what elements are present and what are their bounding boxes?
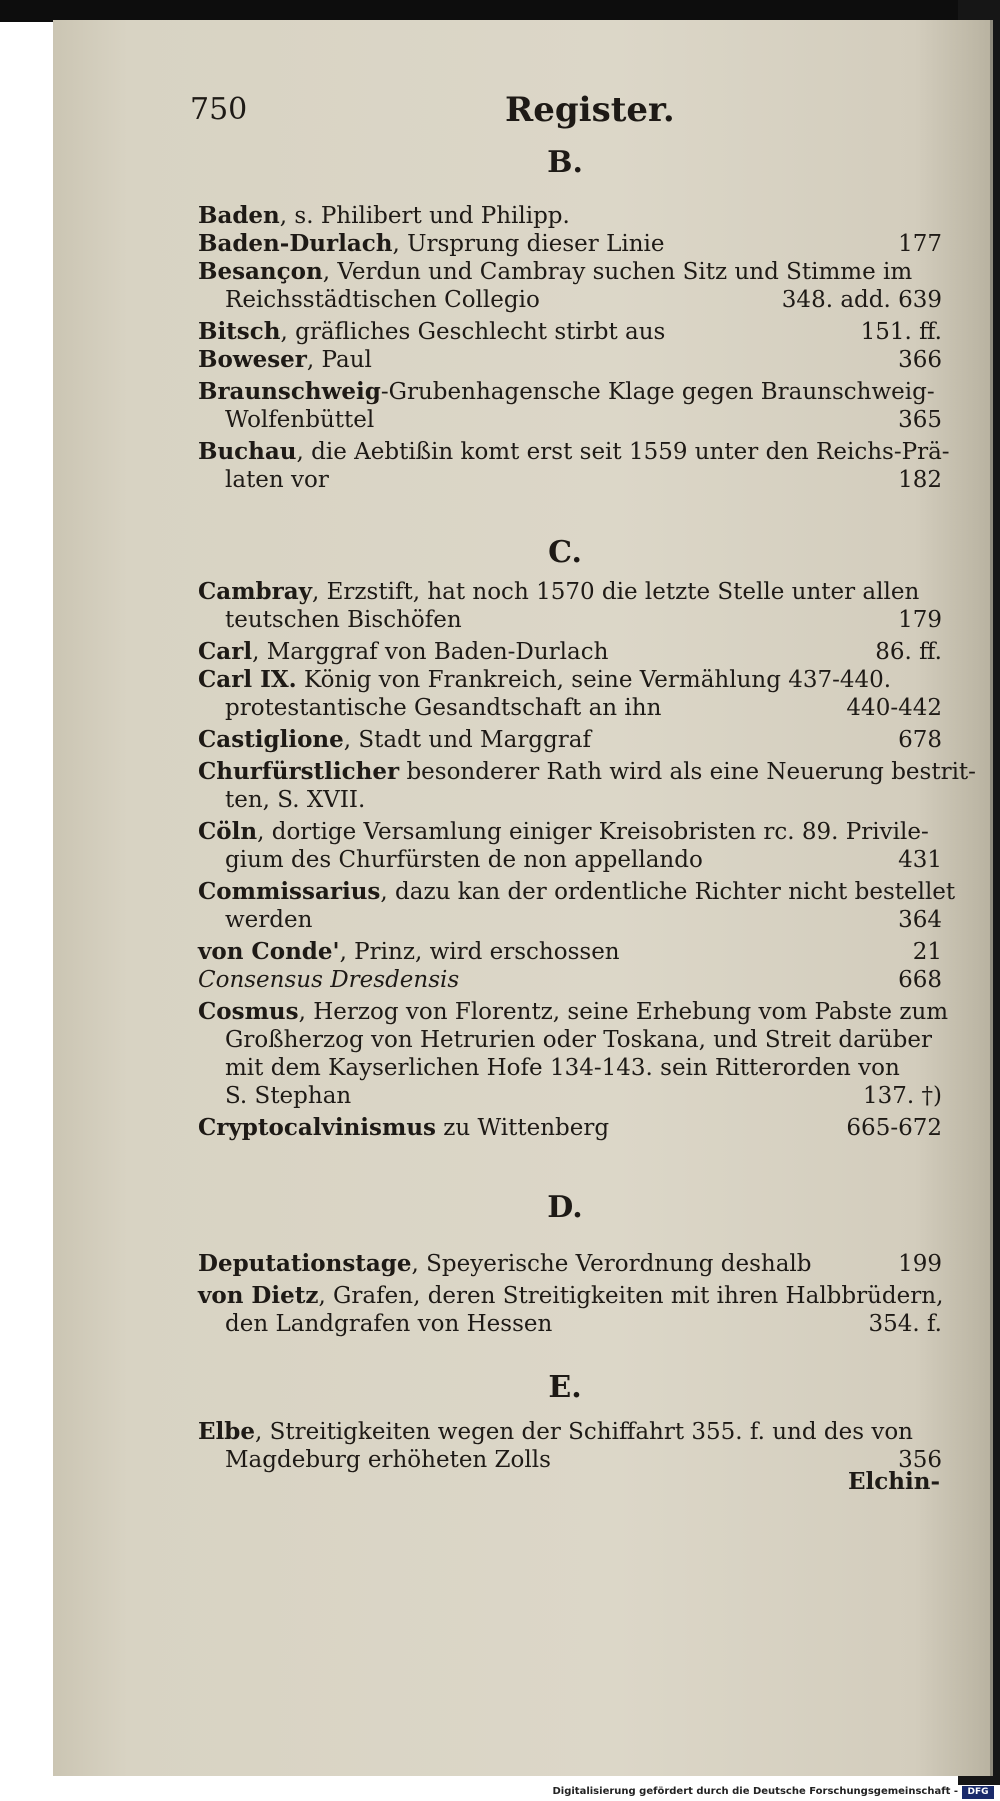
page-reference: 179	[898, 607, 942, 633]
register-entry-line	[198, 378, 935, 406]
page-reference: 665-672	[846, 1115, 942, 1141]
register-entry-line	[198, 726, 591, 754]
entry-text: ten, S. XVII.	[225, 787, 366, 813]
entry-heading: Baden	[198, 202, 280, 229]
register-entry-line	[198, 258, 912, 286]
register-entry-line	[198, 758, 976, 786]
entry-text: , Marggraf von Baden-Durlach	[252, 639, 609, 665]
page-reference: 440-442	[846, 695, 942, 721]
register-entry-line	[225, 1054, 900, 1082]
register-entry-line	[225, 466, 329, 494]
section-letter: E.	[548, 1370, 582, 1405]
catchword: Elchin-	[848, 1468, 940, 1495]
entry-text: , Ursprung dieser Linie	[392, 231, 665, 257]
entry-text: gium des Churfürsten de non appellando	[225, 847, 703, 873]
register-entry-line	[198, 202, 570, 230]
page-reference: 21	[912, 939, 942, 965]
register-entry-line	[198, 638, 608, 666]
entry-text: Großherzog von Hetrurien oder Toskana, und Streit darüber	[225, 1027, 933, 1053]
register-entry-line	[198, 666, 891, 694]
entry-text: , Verdun und Cambray suchen Sitz und Stimme im	[322, 259, 913, 285]
page-reference: 137. †)	[863, 1083, 942, 1109]
page-reference: 199	[898, 1251, 942, 1277]
register-entry-line	[198, 818, 929, 846]
entry-heading: Cryptocalvinismus	[198, 1114, 436, 1141]
register-entry-line	[198, 998, 948, 1026]
register-entry-line	[198, 438, 950, 466]
entry-text: zu Wittenberg	[436, 1115, 610, 1141]
page-reference: 364	[898, 907, 942, 933]
entry-text: mit dem Kayserlichen Hofe 134-143. sein Ritterorden von	[225, 1055, 900, 1081]
section-letter: B.	[547, 145, 583, 180]
entry-text: , Streitigkeiten wegen der Schiffahrt 355. f. und des von	[254, 1419, 913, 1445]
entry-text: , die Aebtißin komt erst seit 1559 unter den Reichs-Prä-	[296, 439, 950, 465]
register-entry-line	[198, 230, 665, 258]
entry-text: den Landgrafen von Hessen	[225, 1311, 553, 1337]
register-entry-line	[225, 1310, 552, 1338]
register-entry-line	[225, 286, 540, 314]
register-entry-line	[225, 1446, 551, 1474]
entry-text: , Paul	[306, 347, 372, 373]
page-reference: 431	[898, 847, 942, 873]
page-reference: 354. f.	[868, 1311, 942, 1337]
entry-heading: Baden-Durlach	[198, 230, 393, 257]
page-reference: 678	[898, 727, 942, 753]
entry-heading: Buchau	[198, 438, 297, 465]
entry-heading: Deputationstage	[198, 1250, 412, 1277]
entry-text: Wolfenbüttel	[225, 407, 375, 433]
digitization-credit: Digitalisierung gefördert durch die Deutsche Forschungsgemeinschaft -	[552, 1786, 958, 1797]
page-reference: 182	[898, 467, 942, 493]
entry-text: besonderer Rath wird als eine Neuerung bestrit-	[399, 759, 976, 785]
register-entry-line	[225, 606, 462, 634]
entry-heading: Castiglione	[198, 726, 344, 753]
register-entry-line	[198, 346, 372, 374]
page-reference: 86. ff.	[875, 639, 942, 665]
register-entry-line	[225, 906, 312, 934]
entry-text: Reichsstädtischen Collegio	[225, 287, 540, 313]
entry-text: werden	[225, 907, 313, 933]
page-reference: 356	[898, 1447, 942, 1473]
scan-top-border	[0, 0, 1000, 22]
entry-heading: Besançon	[198, 258, 323, 285]
page-reference: 366	[898, 347, 942, 373]
entry-text: protestantische Gesandtschaft an ihn	[225, 695, 662, 721]
entry-heading: Elbe	[198, 1418, 255, 1445]
entry-heading: Carl IX.	[198, 666, 297, 693]
register-entry-line	[198, 578, 919, 606]
entry-text: , Speyerische Verordnung deshalb	[411, 1251, 812, 1277]
entry-text: König von Frankreich, seine Vermählung 437-440.	[296, 667, 892, 693]
register-entry-line	[225, 406, 374, 434]
entry-heading: Churfürstlicher	[198, 758, 400, 785]
section-letter: C.	[548, 535, 582, 570]
entry-heading: Cosmus	[198, 998, 299, 1025]
entry-text: , Grafen, deren Streitigkeiten mit ihren Halbbrüdern,	[318, 1283, 944, 1309]
register-entry-line	[198, 878, 955, 906]
entry-text: , Erzstift, hat noch 1570 die letzte Stelle unter allen	[312, 579, 920, 605]
entry-heading: Carl	[198, 638, 253, 665]
register-entry-line	[225, 694, 661, 722]
register-entry-line	[198, 1418, 913, 1446]
dfg-logo: DFG	[962, 1786, 994, 1799]
entry-text: , Herzog von Florentz, seine Erhebung vom Pabste zum	[298, 999, 949, 1025]
page-reference: 151. ff.	[860, 319, 942, 345]
entry-text: , s. Philibert und Philipp.	[279, 203, 570, 229]
entry-heading: Commissarius	[198, 878, 381, 905]
page-reference: 177	[898, 231, 942, 257]
page-reference: 348. add. 639	[781, 287, 942, 313]
register-entry-line	[198, 1250, 812, 1278]
page-title: Register.	[505, 90, 675, 130]
entry-heading: Boweser	[198, 346, 307, 373]
page-number: 750	[190, 92, 248, 127]
entry-text: S. Stephan	[225, 1083, 352, 1109]
register-entry-line	[198, 1282, 943, 1310]
entry-heading: von Conde'	[198, 938, 340, 965]
page-reference: 365	[898, 407, 942, 433]
register-entry-line	[225, 786, 365, 814]
entry-text: , gräfliches Geschlecht stirbt aus	[280, 319, 666, 345]
entry-text: -Grubenhagensche Klage gegen Braunschweig-	[380, 379, 935, 405]
register-entry-line	[225, 1026, 932, 1054]
entry-text: , Stadt und Marggraf	[343, 727, 591, 753]
entry-heading: von Dietz	[198, 1282, 319, 1309]
entry-heading: Cambray	[198, 578, 313, 605]
entry-text: Magdeburg erhöheten Zolls	[225, 1447, 551, 1473]
entry-text: , Prinz, wird erschossen	[339, 939, 620, 965]
entry-heading: Braunschweig	[198, 378, 381, 405]
entry-text: , dortige Versamlung einiger Kreisobristen rc. 89. Privile-	[257, 819, 929, 845]
entry-text: teutschen Bischöfen	[225, 607, 462, 633]
register-entry-line	[225, 1082, 351, 1110]
register-entry-line	[198, 318, 665, 346]
page-reference: 668	[898, 967, 942, 993]
register-entry-line	[198, 938, 620, 966]
entry-text: , dazu kan der ordentliche Richter nicht bestellet	[380, 879, 956, 905]
digitization-footer	[0, 1785, 1000, 1801]
section-letter: D.	[547, 1190, 583, 1225]
entry-text: Consensus Dresdensis	[198, 967, 460, 993]
register-entry-line	[198, 966, 459, 994]
register-entry-line	[225, 846, 703, 874]
entry-text: laten vor	[225, 467, 329, 493]
entry-heading: Cöln	[198, 818, 258, 845]
entry-heading: Bitsch	[198, 318, 281, 345]
register-entry-line	[198, 1114, 609, 1142]
